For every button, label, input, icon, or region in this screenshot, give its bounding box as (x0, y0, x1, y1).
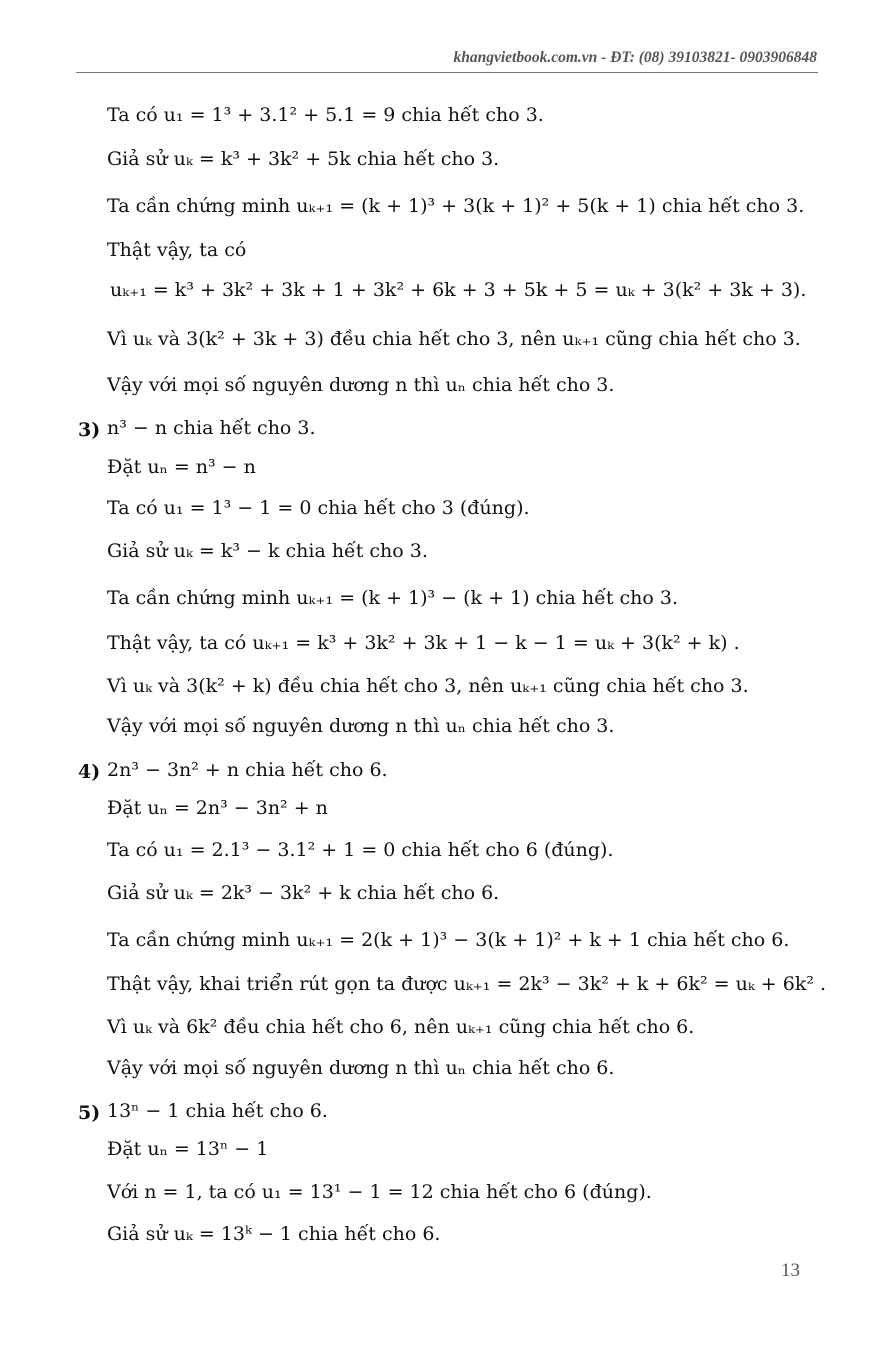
text-line: Ta cần chứng minh uₖ₊₁ = (k + 1)³ + 3(k + 1)² + 5(k + 1) chia hết cho 3. (107, 195, 805, 217)
text-line: Giả sử uₖ = k³ − k chia hết cho 3. (107, 540, 428, 562)
text-line: Giả sử uₖ = 2k³ − 3k² + k chia hết cho 6. (107, 882, 500, 904)
text-line: 13ⁿ − 1 chia hết cho 6. (107, 1100, 328, 1122)
text-line: Đặt uₙ = n³ − n (107, 456, 256, 478)
text-line: Vì uₖ và 3(k² + 3k + 3) đều chia hết cho 3, nên uₖ₊₁ cũng chia hết cho 3. (107, 328, 801, 350)
page-header: khangvietbook.com.vn - ĐT: (08) 39103821- 0903906848 (453, 49, 817, 66)
page-number: 13 (781, 1260, 800, 1281)
item-number: 4) (78, 761, 101, 783)
text-line: Ta có u₁ = 1³ − 1 = 0 chia hết cho 3 (đúng). (107, 497, 530, 519)
item-number: 3) (78, 419, 101, 441)
text-line: Vì uₖ và 6k² đều chia hết cho 6, nên uₖ₊₁ cũng chia hết cho 6. (107, 1016, 695, 1038)
header-rule (76, 72, 818, 73)
text-line: Đặt uₙ = 2n³ − 3n² + n (107, 797, 328, 819)
text-line: Vậy với mọi số nguyên dương n thì uₙ chia hết cho 3. (107, 374, 615, 396)
text-line: Thật vậy, khai triển rút gọn ta được uₖ₊₁ = 2k³ − 3k² + k + 6k² = uₖ + 6k² . (107, 973, 827, 995)
text-line: Đặt uₙ = 13ⁿ − 1 (107, 1138, 269, 1160)
text-line: Ta có u₁ = 2.1³ − 3.1² + 1 = 0 chia hết cho 6 (đúng). (107, 839, 614, 861)
text-line: n³ − n chia hết cho 3. (107, 417, 316, 439)
text-line: Thật vậy, ta có uₖ₊₁ = k³ + 3k² + 3k + 1 − k − 1 = uₖ + 3(k² + k) . (107, 632, 740, 654)
text-line: Vậy với mọi số nguyên dương n thì uₙ chia hết cho 3. (107, 715, 615, 737)
text-line: Với n = 1, ta có u₁ = 13¹ − 1 = 12 chia hết cho 6 (đúng). (107, 1181, 652, 1203)
text-line: Ta cần chứng minh uₖ₊₁ = (k + 1)³ − (k + 1) chia hết cho 3. (107, 587, 679, 609)
item-number: 5) (78, 1102, 101, 1124)
text-line: uₖ₊₁ = k³ + 3k² + 3k + 1 + 3k² + 6k + 3 + 5k + 5 = uₖ + 3(k² + 3k + 3). (110, 279, 807, 301)
text-line: Giả sử uₖ = k³ + 3k² + 5k chia hết cho 3. (107, 148, 500, 170)
text-line: Vì uₖ và 3(k² + k) đều chia hết cho 3, nên uₖ₊₁ cũng chia hết cho 3. (107, 675, 749, 697)
text-line: Vậy với mọi số nguyên dương n thì uₙ chia hết cho 6. (107, 1057, 615, 1079)
text-line: Ta cần chứng minh uₖ₊₁ = 2(k + 1)³ − 3(k + 1)² + k + 1 chia hết cho 6. (107, 929, 790, 951)
text-line: Ta có u₁ = 1³ + 3.1² + 5.1 = 9 chia hết cho 3. (107, 104, 544, 126)
text-line: Thật vậy, ta có (107, 239, 247, 261)
text-line: Giả sử uₖ = 13ᵏ − 1 chia hết cho 6. (107, 1223, 441, 1245)
text-line: 2n³ − 3n² + n chia hết cho 6. (107, 759, 388, 781)
